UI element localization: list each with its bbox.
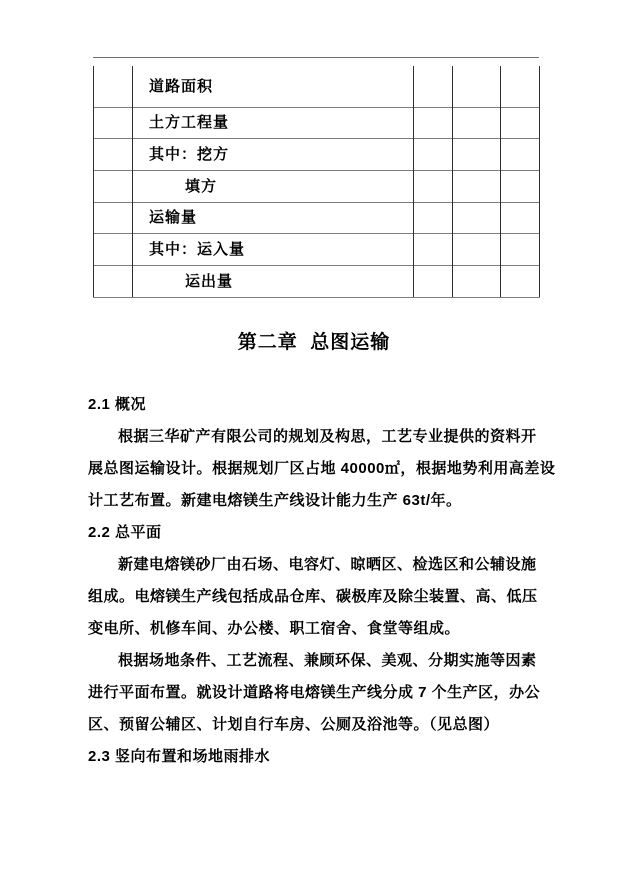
table-cell-empty bbox=[94, 107, 133, 138]
table-row bbox=[94, 265, 540, 297]
row-label: 运出量 bbox=[133, 265, 414, 297]
table-cell-empty bbox=[94, 66, 133, 107]
document-body bbox=[88, 389, 554, 773]
table-cell-empty bbox=[94, 265, 133, 297]
row-label: 填方 bbox=[133, 170, 414, 202]
row-label: 其中：挖方 bbox=[133, 138, 414, 170]
row-label: 道路面积 bbox=[133, 66, 414, 107]
table-cell-empty bbox=[94, 138, 133, 170]
table-row bbox=[94, 233, 540, 265]
paragraph-line: 计工艺布置。新建电熔镁生产线设计能力生产 63t/年。 bbox=[88, 492, 462, 509]
table-cell-empty bbox=[501, 170, 540, 202]
paragraph-line: 新建电熔镁砂厂由石场、电容灯、晾晒区、检选区和公辅设施 bbox=[118, 556, 537, 573]
paragraph-line: 根据三华矿产有限公司的规划及构思，工艺专业提供的资料开 bbox=[118, 428, 537, 445]
table-cell-empty bbox=[414, 66, 453, 107]
table-cell-empty bbox=[414, 233, 453, 265]
table-top-border bbox=[93, 57, 539, 58]
paragraph-line: 变电所、机修车间、办公楼、职工宿舍、食堂等组成。 bbox=[88, 620, 461, 637]
table-cell-empty bbox=[501, 66, 540, 107]
chapter-title: 第二章 总图运输 bbox=[237, 332, 391, 353]
paragraph-line: 展总图运输设计。根据规划厂区占地 40000㎡，根据地势利用高差设 bbox=[88, 460, 556, 477]
table-cell-empty bbox=[94, 170, 133, 202]
section-heading-2-2: 2.2 总平面 bbox=[88, 524, 162, 541]
paragraph-line: 组成。电熔镁生产线包括成品仓库、碳极库及除尘装置、高、低压 bbox=[88, 588, 538, 605]
table-cell-empty bbox=[414, 265, 453, 297]
table-row bbox=[94, 66, 540, 107]
row-label: 土方工程量 bbox=[133, 107, 414, 138]
table-cell-empty bbox=[453, 170, 501, 202]
section-heading-2-3: 2.3 竖向布置和场地雨排水 bbox=[88, 748, 271, 765]
table-cell-empty bbox=[453, 107, 501, 138]
paragraph bbox=[88, 645, 554, 741]
table-cell-empty bbox=[414, 170, 453, 202]
table-cell-empty bbox=[501, 202, 540, 233]
table-cell-empty bbox=[453, 233, 501, 265]
table-row bbox=[94, 138, 540, 170]
paragraph-line: 区、预留公辅区、计划自行车房、公厕及浴池等。（见总图） bbox=[88, 716, 500, 733]
table-cell-empty bbox=[453, 138, 501, 170]
table-cell-empty bbox=[453, 66, 501, 107]
table-cell-empty bbox=[453, 202, 501, 233]
paragraph-line: 根据场地条件、工艺流程、兼顾环保、美观、分期实施等因素 bbox=[118, 652, 537, 669]
row-label: 其中：运入量 bbox=[133, 233, 414, 265]
table-row bbox=[94, 202, 540, 233]
continuation-table bbox=[93, 66, 540, 298]
table-cell-empty bbox=[501, 265, 540, 297]
row-label: 运输量 bbox=[133, 202, 414, 233]
paragraph-line: 进行平面布置。就设计道路将电熔镁生产线分成 7 个生产区，办公 bbox=[88, 684, 541, 701]
table-cell-empty bbox=[94, 233, 133, 265]
table-cell-empty bbox=[501, 138, 540, 170]
table-cell-empty bbox=[453, 265, 501, 297]
table-cell-empty bbox=[501, 107, 540, 138]
table-cell-empty bbox=[414, 107, 453, 138]
section-heading-2-1: 2.1 概况 bbox=[88, 396, 147, 413]
table-cell-empty bbox=[501, 233, 540, 265]
table-cell-empty bbox=[94, 202, 133, 233]
table-cell-empty bbox=[414, 202, 453, 233]
paragraph bbox=[88, 421, 554, 517]
paragraph bbox=[88, 549, 554, 645]
table-row bbox=[94, 107, 540, 138]
table-cell-empty bbox=[414, 138, 453, 170]
table-row bbox=[94, 170, 540, 202]
